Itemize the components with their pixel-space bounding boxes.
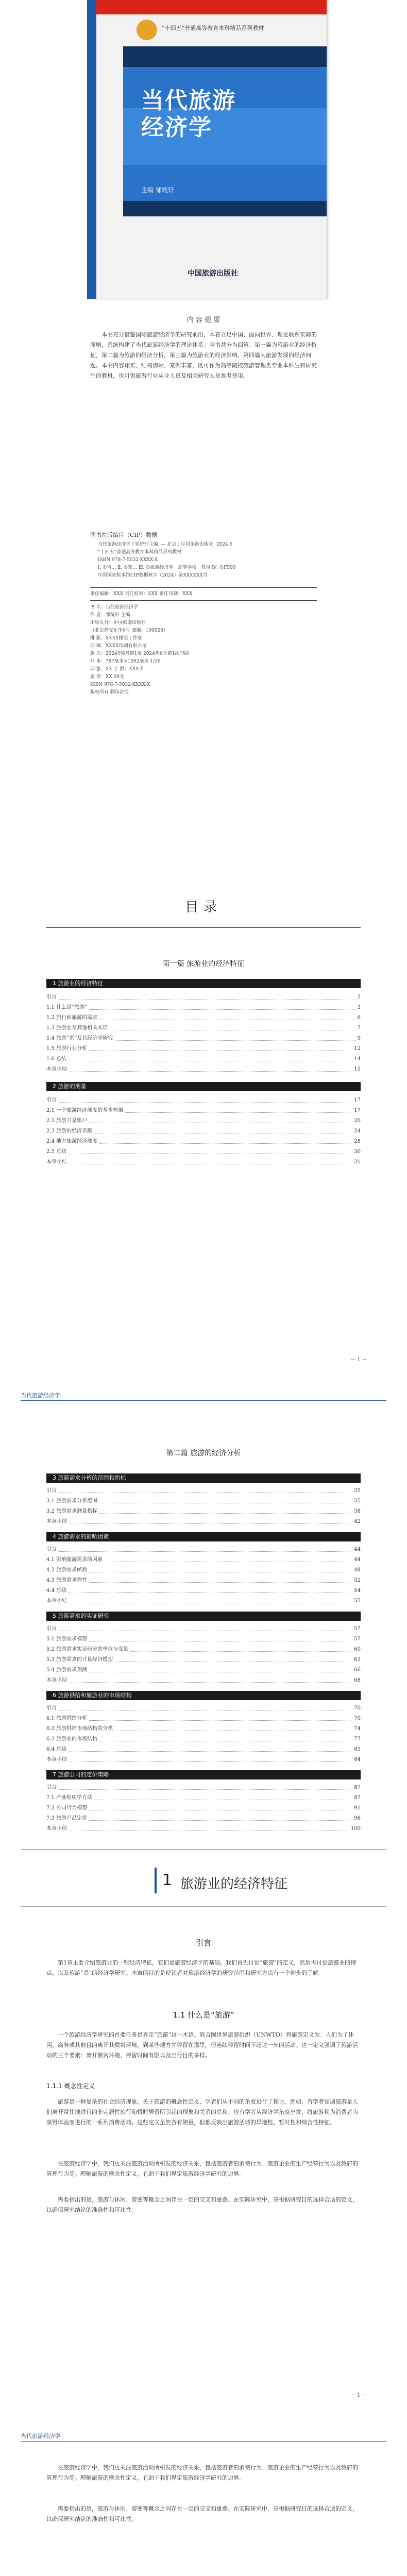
toc-row[interactable]: 4.2 旅游需求函数 48 xyxy=(46,1565,361,1575)
toc-row[interactable]: 引言 70 xyxy=(46,1703,361,1714)
toc-row[interactable]: 本章小结 31 xyxy=(46,1157,361,1167)
toc-row[interactable]: 本章小结 15 xyxy=(46,1064,361,1075)
divider xyxy=(21,1400,386,1401)
toc-row[interactable]: 6.1 旅游供给分析 70 xyxy=(46,1714,361,1724)
running-head: 当代旅游经济学 xyxy=(21,2433,60,2439)
book-cover xyxy=(87,0,327,299)
divider xyxy=(90,587,317,588)
toc-row[interactable]: 1.1 什么是“旅游” 3 xyxy=(46,1003,361,1013)
section-1-1-text: 一个旅游经济学研究的首要任务是界定“旅游”这一术语。联合国世界旅游组织（UNWTO）将旅游定义为：人们为了休闲、商务或其他目的离开其惯常环境，到某些地方并停留在那里，但连续停留时间不超过一年的活动。这一定义强调了旅游活动的三个要素：离开惯常环境、停留时间有限以及出行目的多样。 xyxy=(46,2031,358,2059)
toc-row[interactable]: 1.2 旅行和旅游的需求 6 xyxy=(46,1013,361,1023)
cip-credits: 责任编辑：XXX 责任校对：XXX 责任印制：XXX xyxy=(90,591,193,597)
toc-chapter-5[interactable]: 5 旅游需求的实证研究 xyxy=(46,1612,361,1621)
toc-row[interactable]: 引言 35 xyxy=(46,1486,361,1496)
toc-row[interactable]: 5.3 旅游需求的计量经济模型 63 xyxy=(46,1655,361,1665)
divider xyxy=(90,600,317,601)
abstract-text: 本书充分借鉴国际旅游经济学的研究前沿，本着立足中国、面向世界、理论联系实际的原则，系统构建了当代旅游经济学的理论体系。全书共分为四篇：第一篇为旅游业的经济特征，第二篇为旅游的经济分析，第三篇为旅游业的经济影响，第四篇为旅游发展的经济问题。本书内容翔实、结构清晰、案例丰富，既可作为高等院校旅游管理类专业本科生和研究生的教材，也可供旅游行业从业人员及相关研究人员参考使用。 xyxy=(90,331,317,379)
toc-row[interactable]: 4.4 总结 54 xyxy=(46,1586,361,1596)
toc-row[interactable]: 1.3 旅游业及其他相关术语 7 xyxy=(46,1023,361,1033)
toc-row[interactable]: 7.2 公司行为模型 91 xyxy=(46,1803,361,1814)
toc-row[interactable]: 1.5 旅游行业分析 12 xyxy=(46,1044,361,1054)
toc-part-2: 第二篇 旅游的经济分析 xyxy=(166,1449,241,1458)
toc-row[interactable]: 引言 57 xyxy=(46,1624,361,1634)
toc-row[interactable]: 7.3 旅游产品定价 96 xyxy=(46,1814,361,1824)
toc-chapter-6[interactable]: 6 旅游供给和旅游业的市场结构 xyxy=(46,1691,361,1700)
chapter-title: 旅游业的经济特征 xyxy=(180,1876,288,1892)
abstract-heading: 内 容 提 要 xyxy=(186,316,221,324)
divider xyxy=(46,927,361,928)
toc-row[interactable]: 7.1 产业组织学方法 87 xyxy=(46,1793,361,1803)
toc-row[interactable]: 本章小结 42 xyxy=(46,1517,361,1527)
toc-part1-list xyxy=(46,979,361,1167)
toc-part2-list xyxy=(46,1473,361,1834)
section-1-1-1-text: 旅游是一种复杂的社会经济现象。关于旅游的概念性定义，学者们从不同的角度进行了探讨。例如，有学者强调旅游是人们离开常住地进行的非定居性旅行和暂时居留所引起的现象和关系的总和；也有学者从经济学角度出发，将旅游视为消费者为获得体验而进行的一系列消费活动。这些定义虽然各有侧重，但都反映出旅游活动的异地性、暂时性和综合性特征。 xyxy=(46,2098,358,2126)
toc-row[interactable]: 4.3 旅游需求弹性 52 xyxy=(46,1575,361,1586)
chapter-number: 1 xyxy=(162,1871,173,1889)
toc-row[interactable]: 2.4 地方旅游经济测度 28 xyxy=(46,1137,361,1147)
cover-author: 主编 邹统钎 xyxy=(141,187,174,194)
toc-row[interactable]: 6.4 总结 83 xyxy=(46,1744,361,1755)
toc-chapter-4[interactable]: 4 旅游需求的影响因素 xyxy=(46,1532,361,1541)
toc-chapter-1[interactable]: 1 旅游业的经济特征 xyxy=(46,979,361,988)
cover-series: “十四五”普通高等教育本科精品系列教材 xyxy=(162,25,264,31)
page-number: － 1 － xyxy=(350,1357,367,1363)
cover-red-band xyxy=(87,0,327,14)
divider xyxy=(21,2441,386,2442)
toc-row[interactable]: 2.2 旅游卫星账户 20 xyxy=(46,1116,361,1126)
cover-spine xyxy=(87,0,96,299)
page-number: － 1 － xyxy=(350,2393,367,2398)
toc-row[interactable]: 6.3 旅游业的市场结构 77 xyxy=(46,1734,361,1744)
toc-part-1: 第一篇 旅游业的经济特征 xyxy=(162,960,245,968)
cip-block: 当代旅游经济学 / 邹统钎主编. — 北京 : 中国旅游出版社, 2024.6 “十四五”普通高等教育本科精品系列教材 ISBN 978-7-5032-XXXX-X Ⅰ. ①当… Ⅱ. ①邹… Ⅲ. ①旅游经济学－高等学校－教材 Ⅳ. ①F590 中国国家版本馆CIP数据核字（2024）第XXXXXX号 xyxy=(98,542,236,578)
toc-row[interactable]: 4.1 影响旅游需求的因素 44 xyxy=(46,1555,361,1565)
toc-row[interactable]: 2.3 旅游的经济贡献 24 xyxy=(46,1126,361,1137)
page2-text: 在旅游经济学中，我们更关注旅游活动所引发的经济关系，包括旅游者的消费行为、旅游企业的生产经营行为以及政府的管理行为等。理解旅游的概念性定义，有助于我们界定旅游经济学研究的边界。 xyxy=(46,2464,358,2481)
toc-row[interactable]: 引言 44 xyxy=(46,1545,361,1555)
toc-row[interactable]: 5.4 旅游需求预测 66 xyxy=(46,1665,361,1675)
divider xyxy=(21,1906,386,1907)
toc-chapter-3[interactable]: 3 旅游需求分析的范围和指标 xyxy=(46,1473,361,1483)
toc-row[interactable]: 5.1 旅游需求模型 57 xyxy=(46,1634,361,1645)
section-1-1-1-text3: 需要指出的是，旅游与休闲、游憩等概念之间存在一定的交叉和重叠。在实际研究中，应根据研究目的选择合适的定义，以确保研究结论的准确性和可比性。 xyxy=(46,2196,358,2213)
section-1-1-1-text2: 在旅游经济学中，我们更关注旅游活动所引发的经济关系，包括旅游者的消费行为、旅游企业的生产经营行为以及政府的管理行为等。理解旅游的概念性定义，有助于我们界定旅游经济学研究的边界。 xyxy=(46,2160,358,2177)
toc-chapter-2[interactable]: 2 旅游的测量 xyxy=(46,1082,361,1091)
section-1-1-1-heading: 1.1.1 概念性定义 xyxy=(46,2082,95,2090)
toc-row[interactable]: 本章小结 100 xyxy=(46,1824,361,1834)
toc-row[interactable]: 3.2 旅游需求测量指标 38 xyxy=(46,1506,361,1517)
cover-publisher: 中国旅游出版社 xyxy=(188,269,238,278)
section-1-1-heading: 1.1 什么是“旅游” xyxy=(173,2010,234,2020)
intro-heading: 引言 xyxy=(195,1938,211,1947)
toc-row[interactable]: 5.2 旅游需求实证研究的单位与变量 60 xyxy=(46,1645,361,1655)
publisher-logo-icon xyxy=(137,20,157,40)
cover-title: 当代旅游 经济学 xyxy=(141,88,236,141)
cip-details: 书 名：当代旅游经济学 作 者：邹统钎 主编 出版发行：中国旅游出版社 （北京静安东里6号 邮编：100028） 排 版：XXXX排版工作室 印 刷：XXXX印刷有限公司 版 次：2024年6月第1版 2024年6月第1次印刷 开 本：787毫米×1092毫米 1/16 印 张：XX 字 数：XXX千 定 价：XX.00元 ISBN 978-7-5032-XXXX-X 版权所有 翻印必究 xyxy=(90,605,189,695)
toc-row[interactable]: 引言 3 xyxy=(46,992,361,1003)
running-head: 当代旅游经济学 xyxy=(21,1392,60,1399)
toc-row[interactable]: 6.2 旅游供给市场结构的分类 74 xyxy=(46,1724,361,1734)
toc-row[interactable]: 本章小结 55 xyxy=(46,1596,361,1606)
chapter-accent-bar xyxy=(155,1868,157,1893)
toc-row[interactable]: 2.1 一个旅游经济测度的基本框架 17 xyxy=(46,1106,361,1116)
toc-row[interactable]: 1.4 旅游“系”及其经济学研究 9 xyxy=(46,1033,361,1044)
toc-row[interactable]: 3.1 旅游需求分析范围 35 xyxy=(46,1496,361,1506)
page2-text: 需要指出的是，旅游与休闲、游憩等概念之间存在一定的交叉和重叠。在实际研究中，应根据研究目的选择合适的定义，以确保研究结论的准确性和可比性。 xyxy=(46,2505,358,2522)
toc-row[interactable]: 引言 17 xyxy=(46,1095,361,1106)
toc-row[interactable]: 本章小结 84 xyxy=(46,1755,361,1765)
toc-row[interactable]: 本章小结 68 xyxy=(46,1675,361,1686)
toc-row[interactable]: 1.6 总结 14 xyxy=(46,1054,361,1064)
toc-row[interactable]: 引言 87 xyxy=(46,1783,361,1793)
cip-heading: 图书在版编目（CIP）数据 xyxy=(90,532,158,538)
intro-text: 第1章主要介绍旅游业的一些经济特征，它们是旅游经济学的基础。我们首先讨论“旅游”的定义，然后再讨论旅游业的特点，以及旅游“系”的经济学研究。本章的目的是使读者对旅游经济学的研究范围和研究方法有一个初步的了解。 xyxy=(46,1959,357,1976)
toc-title: 目录 xyxy=(184,900,222,915)
toc-chapter-7[interactable]: 7 旅游公司的定价策略 xyxy=(46,1770,361,1780)
toc-row[interactable]: 2.5 总结 30 xyxy=(46,1147,361,1157)
